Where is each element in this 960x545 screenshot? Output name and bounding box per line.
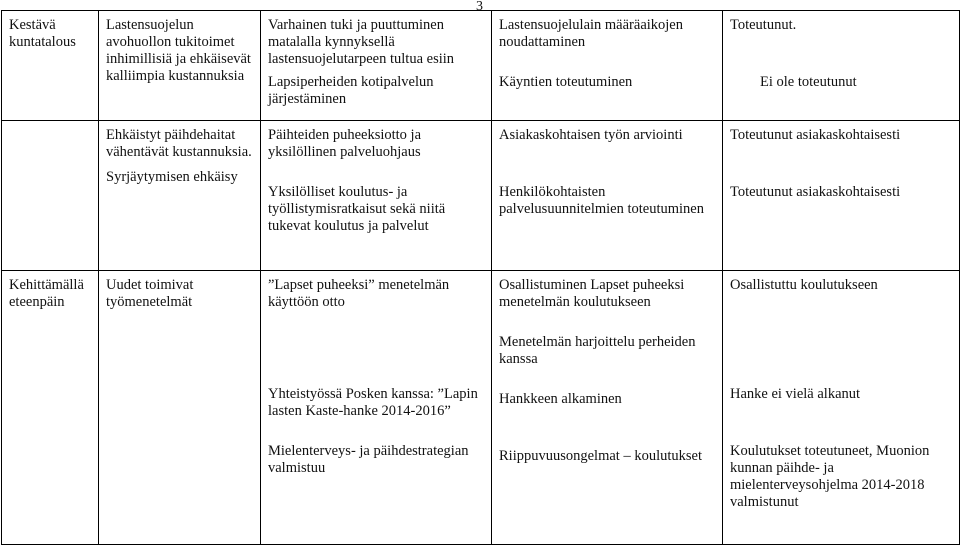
area-cell [2, 271, 99, 545]
result-text: Toteutunut asiakaskohtaisesti [730, 184, 901, 200]
action-text: Mielenterveys- ja päihdestrategian valmistuu [268, 443, 469, 476]
action-text: Yhteistyössä Posken kanssa: ”Lapin lasten Kaste-hanke 2014-2016” [268, 386, 478, 419]
result-text: Ei ole toteutunut [760, 74, 857, 90]
action-text: Varhainen tuki ja puuttuminen matalalla kynnyksellä lastensuojelutarpeen tultua esiin [268, 17, 455, 67]
action-text: ”Lapset puheeksi” menetelmän käyttöön otto [268, 277, 450, 310]
indicator-text: Menetelmän harjoittelu perheiden kanssa [499, 334, 696, 367]
goal-text: Ehkäistyt päihdehaitat vähentävät kustannuksia. [106, 127, 252, 160]
goal-cell [99, 271, 261, 545]
indicator-text: Asiakaskohtaisen työn arviointi [499, 127, 683, 143]
indicator-text: Riippuvuusongelmat – koulutukset [499, 448, 702, 464]
indicator-text: Hankkeen alkaminen [499, 391, 622, 407]
area-cell [2, 11, 99, 121]
indicator-text: Lastensuojelulain määräaikojen noudattaminen [499, 17, 683, 50]
indicator-text: Henkilökohtaisten palvelusuunnitelmien toteutuminen [499, 184, 704, 217]
action-text: Lapsiperheiden kotipalvelun järjestäminen [268, 74, 434, 107]
result-text: Koulutukset toteutuneet, Muonion kunnan päihde- ja mielenterveysohjelma 2014-2018 valmistunut [730, 443, 930, 510]
result-text: Hanke ei vielä alkanut [730, 386, 861, 402]
indicator-text: Käyntien toteutuminen [499, 74, 633, 90]
goal-text: Syrjäytymisen ehkäisy [106, 169, 238, 185]
result-text: Osallistuttu koulutukseen [730, 277, 878, 293]
goal-text: Lastensuojelun avohuollon tukitoimet inhimillisiä ja ehkäisevät kalliimpia kustannuksia [106, 17, 251, 84]
indicators-cell [492, 11, 723, 121]
table-row [2, 271, 960, 545]
actions-cell [261, 271, 492, 545]
indicators-cell [492, 271, 723, 545]
page-number: 3 [476, 0, 483, 14]
goal-cell [99, 121, 261, 271]
indicators-cell [492, 121, 723, 271]
area-label: Kehittämällä eteenpäin [9, 277, 84, 310]
table-row [2, 121, 960, 271]
results-cell [723, 11, 960, 121]
results-cell [723, 271, 960, 545]
goal-cell [99, 11, 261, 121]
table-row [2, 11, 960, 121]
goal-text: Uudet toimivat työmenetelmät [106, 277, 194, 310]
area-label: Kestävä kuntatalous [9, 17, 76, 50]
indicator-text: Osallistuminen Lapset puheeksi menetelmän koulutukseen [499, 277, 685, 310]
results-cell [723, 121, 960, 271]
result-text: Toteutunut. [730, 17, 797, 33]
report-table [1, 10, 960, 545]
action-text: Päihteiden puheeksiotto ja yksilöllinen palveluohjaus [268, 127, 422, 160]
area-cell [2, 121, 99, 271]
result-text: Toteutunut asiakaskohtaisesti [730, 127, 901, 143]
actions-cell [261, 121, 492, 271]
action-text: Yksilölliset koulutus- ja työllistymisratkaisut sekä niitä tukevat koulutus ja palvelut [268, 184, 446, 234]
actions-cell [261, 11, 492, 121]
